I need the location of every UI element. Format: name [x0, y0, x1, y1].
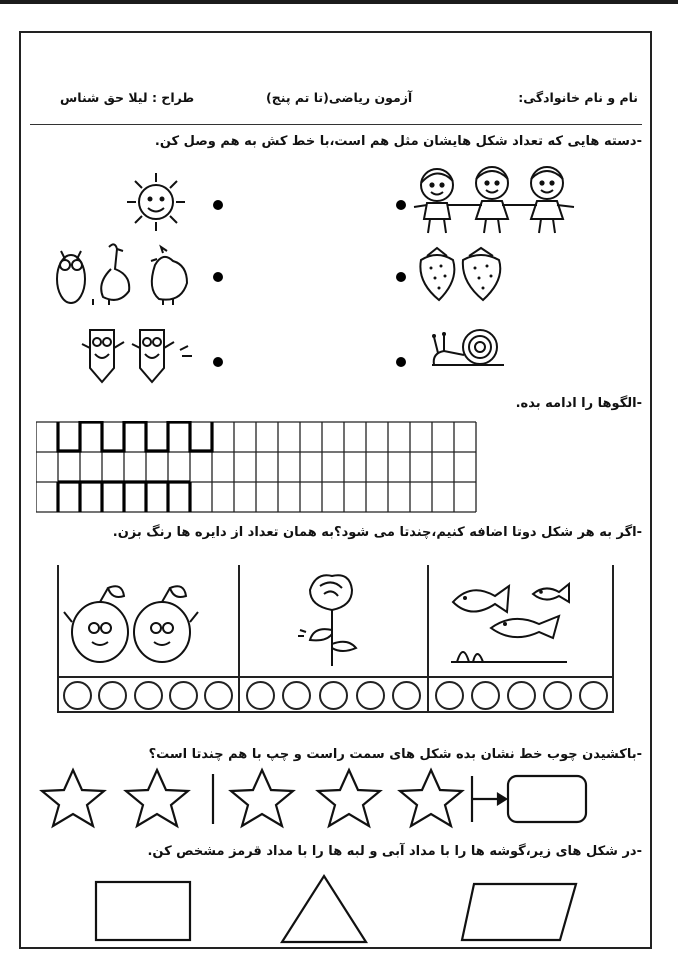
- answer-circle[interactable]: [282, 681, 311, 710]
- circles-panel-1: [60, 680, 236, 712]
- answer-circle[interactable]: [319, 681, 348, 710]
- exam-title: آزمون ریاضی(تا تم پنج): [266, 90, 413, 105]
- answer-circle[interactable]: [204, 681, 233, 710]
- answer-box: [508, 776, 586, 822]
- children-icon: [412, 163, 577, 235]
- fish-icon: [447, 572, 577, 664]
- question-1: -دسته هایی که تعداد شکل هایشان مثل هم است،با خط کش به هم وصل کن.: [154, 134, 642, 149]
- star-icon: [42, 770, 104, 826]
- match-dot-left-3[interactable]: [213, 357, 223, 367]
- question-3: -اگر به هر شکل دوتا اضافه کنیم،چندتا می شود؟به همان تعداد از دایره ها رنگ بزن.: [112, 525, 642, 540]
- tally-row: [36, 766, 596, 830]
- triangle-shape: [282, 876, 366, 942]
- match-dot-right-2[interactable]: [396, 272, 406, 282]
- star-icon: [126, 770, 188, 826]
- circles-divider: [57, 676, 614, 678]
- panel-divider-2: [427, 565, 429, 713]
- sun-icon: [125, 171, 187, 233]
- snail-icon: [430, 325, 510, 369]
- circles-panel-2: [242, 680, 425, 712]
- match-dot-right-3[interactable]: [396, 357, 406, 367]
- strawberry-icon: [413, 246, 509, 304]
- rose-icon: [296, 570, 366, 668]
- header-divider: [30, 124, 642, 125]
- answer-circle[interactable]: [471, 681, 500, 710]
- star-icon: [318, 770, 380, 826]
- answer-circle[interactable]: [507, 681, 536, 710]
- match-dot-left-2[interactable]: [213, 272, 223, 282]
- question-2: -الگوها را ادامه بده.: [515, 396, 642, 411]
- plum-icon: [64, 582, 204, 664]
- parallelogram-shape: [462, 884, 576, 940]
- pattern-grid: [36, 421, 484, 513]
- answer-circle[interactable]: [435, 681, 464, 710]
- panel-divider-1: [238, 565, 240, 713]
- pencil-character-icon: [80, 322, 202, 386]
- star-icon: [400, 770, 462, 826]
- answer-circle[interactable]: [63, 681, 92, 710]
- answer-circle[interactable]: [246, 681, 275, 710]
- question-4: -باکشیدن چوب خط نشان بده شکل های سمت راست و چپ با هم چندتا است؟: [148, 747, 642, 762]
- pattern-row-3: [58, 482, 190, 512]
- shapes-row: [90, 874, 590, 946]
- answer-circle[interactable]: [134, 681, 163, 710]
- match-dot-left-1[interactable]: [213, 200, 223, 210]
- answer-circle[interactable]: [543, 681, 572, 710]
- student-name-label: نام و نام خانوادگی:: [518, 90, 638, 105]
- answer-circle[interactable]: [98, 681, 127, 710]
- answer-circle[interactable]: [579, 681, 608, 710]
- circles-panel-3: [431, 680, 611, 712]
- pattern-row-1: [58, 422, 212, 451]
- star-icon: [231, 770, 293, 826]
- bird-icon: [53, 239, 193, 307]
- match-dot-right-1[interactable]: [396, 200, 406, 210]
- question-5: -در شکل های زیر،گوشه ها را با مداد آبی و لبه ها را با مداد قرمز مشخص کن.: [147, 844, 642, 859]
- screen-top-bar: [0, 0, 678, 4]
- designer-credit: طراح : لیلا حق شناس: [60, 90, 195, 105]
- answer-circle[interactable]: [356, 681, 385, 710]
- answer-circle[interactable]: [392, 681, 421, 710]
- answer-circle[interactable]: [169, 681, 198, 710]
- rectangle-shape: [96, 882, 190, 940]
- arrow-head: [498, 794, 506, 804]
